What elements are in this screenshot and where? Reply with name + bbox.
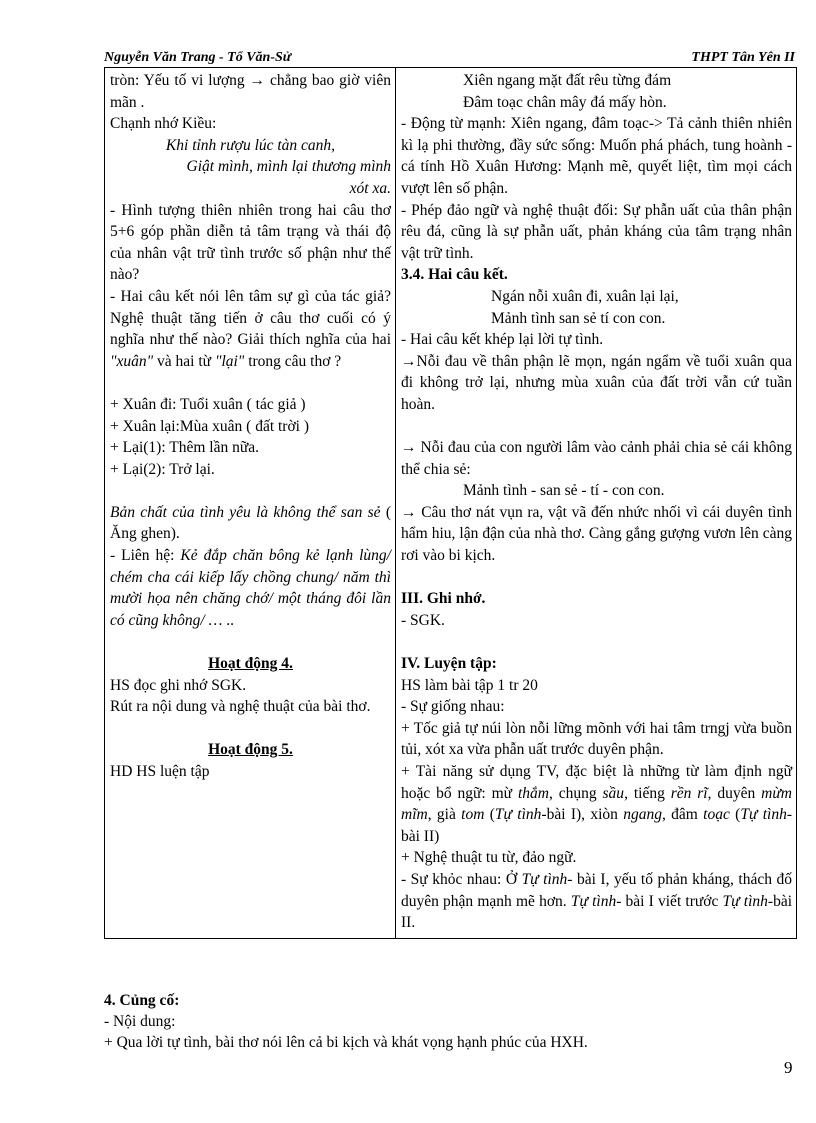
- footer-line: + Qua lời tự tình, bài thơ nói lên cả bi kịch và khát vọng hạnh phúc của HXH.: [104, 1034, 588, 1051]
- question-2: - Hai câu kết nói lên tâm sự gì của tác giả? Nghệ thuật tăng tiến ở câu thơ cuối có ý nghĩa như thế nào? Giải thích nghĩa của hai "xuân" và hai từ "lại" trong câu thơ ?: [110, 287, 391, 370]
- right-para: → Nỗi đau của con người lâm vào cảnh phải chia sẻ cái không thể chia sẻ:: [401, 439, 792, 478]
- poem-line: Khi tỉnh rượu lúc tàn canh,: [165, 136, 336, 154]
- list-item: + Lại(2): Trở lại.: [110, 460, 215, 478]
- right-para: + Tốc giả tự núi lòn nỗi lững mõnh với hai tâm trngj vừa buồn tủi, xót xa vừa phẫn uất trước duyên phận.: [401, 719, 792, 759]
- header-school: THPT Tân Yên II: [691, 50, 795, 65]
- header-author: Nguyễn Văn Trang - Tổ Văn-Sử: [104, 50, 292, 65]
- verse-line: Đâm toạc chân mây đá mấy hòn.: [463, 93, 667, 111]
- left-para: HS đọc ghi nhớ SGK.: [110, 676, 247, 694]
- list-item: + Xuân đi: Tuổi xuân ( tác giả ): [110, 395, 306, 413]
- right-para: + Nghệ thuật tu từ, đảo ngữ.: [401, 849, 577, 867]
- left-column: [105, 68, 396, 939]
- verse-line: Xiên ngang mặt đất rêu từng đám: [463, 72, 672, 89]
- verse-line: Mảnh tình san sẻ tí con con.: [491, 309, 666, 327]
- poem-line: xót xa.: [349, 179, 391, 197]
- section-heading: 4. Củng cố:: [104, 992, 180, 1009]
- poem-line: Giật mình, mình lại thương mình: [186, 158, 391, 176]
- right-para: - Phép đảo ngữ và nghệ thuật đối: Sự phẫn uất của thân phận rêu đá, cũng là sự phẫn uất, phản kháng của tâm trạng nhân vật trữ tình.: [401, 201, 792, 262]
- list-item: + Xuân lại:Mùa xuân ( đất trời ): [110, 417, 310, 435]
- right-para: → Câu thơ nát vụn ra, vật vã đến nhức nhối vì cái duyên tình hẩm hiu, lận đận của nhà thơ. Càng gắng gượng vươn lên càng rơi vào bi kịch.: [401, 503, 792, 565]
- left-para: Rút ra nội dung và nghệ thuật của bài thơ.: [110, 698, 371, 716]
- lien-he: - Liên hệ: Kẻ đắp chăn bông kẻ lạnh lùng/ chém cha cái kiếp lấy chồng chung/ năm thì mười họa nên chăng chớ/ một tháng đôi lần có cũng không/ … ..: [110, 547, 391, 629]
- section-heading: IV. Luyện tập:: [401, 655, 497, 673]
- right-para: - SGK.: [401, 611, 445, 629]
- right-para: - Sự giống nhau:: [401, 698, 505, 716]
- verse-line: Mảnh tình - san sẻ - tí - con con.: [463, 482, 665, 500]
- right-para: + Tài năng sử dụng TV, đặc biệt là những từ làm định ngữ hoặc bổ ngữ: mừ thắm, chụng sầu, tiếng rền rĩ, duyên mừm mĩm, già tom (Tự tình-bài I), xiòn ngang, đâm toạc (Tự tình- bài II): [401, 763, 793, 845]
- right-para: - Sự khỏc nhau: Ở Tự tình- bài I, yếu tố phản kháng, thách đố duyên phận mạnh mẽ hơn. Tự tình- bài I viết trước Tự tình-bài II.: [401, 870, 793, 932]
- lesson-table: [104, 67, 797, 939]
- table-row: [105, 68, 797, 939]
- section-heading: III. Ghi nhớ.: [401, 590, 486, 608]
- list-item: + Lại(1): Thêm lần nữa.: [110, 439, 259, 457]
- left-para: Chạnh nhớ Kiều:: [110, 115, 217, 133]
- right-column: [396, 68, 797, 939]
- page-number: 9: [784, 1058, 793, 1077]
- right-para: - Hai câu kết khép lại lời tự tình.: [401, 331, 604, 349]
- left-para: tròn: Yếu tố vi lượng → chẳng bao giờ viên mãn .: [110, 72, 391, 111]
- right-para: →Nỗi đau về thân phận lẽ mọn, ngán ngẩm về tuổi xuân qua đi không trở lại, nhưng mùa xuân của đất trời vẫn cứ tuần hoàn.: [401, 352, 792, 413]
- activity-5-heading: Hoạt động 5.: [208, 741, 293, 759]
- activity-4-heading: Hoạt động 4.: [208, 655, 293, 673]
- right-para: HS làm bài tập 1 tr 20: [401, 676, 538, 694]
- question-1: - Hình tượng thiên nhiên trong hai câu thơ 5+6 góp phần diễn tả tâm trạng và thái độ của nhân vật trữ tình trước số phận như thế nào?: [110, 201, 391, 284]
- verse-line: Ngán nỗi xuân đi, xuân lại lại,: [491, 287, 679, 305]
- section-heading: 3.4. Hai câu kết.: [401, 266, 508, 284]
- footer-line: - Nội dung:: [104, 1013, 176, 1030]
- right-para: - Động từ mạnh: Xiên ngang, đâm toạc-> Tả cảnh thiên nhiên kì lạ phi thường, đầy sức sống: Muốn phá phách, tung hoành - cá tính Hồ Xuân Hương: Mạnh mẽ, quyết liệt, tìm mọi cách vượt lên số phận.: [401, 115, 792, 197]
- left-para: HD HS luện tập: [110, 763, 210, 780]
- consolidation-section: [104, 990, 804, 1053]
- page-header: [104, 49, 795, 68]
- quote-engels: Bản chất của tình yêu là không thể san sẻ ( Ăng ghen).: [110, 503, 391, 543]
